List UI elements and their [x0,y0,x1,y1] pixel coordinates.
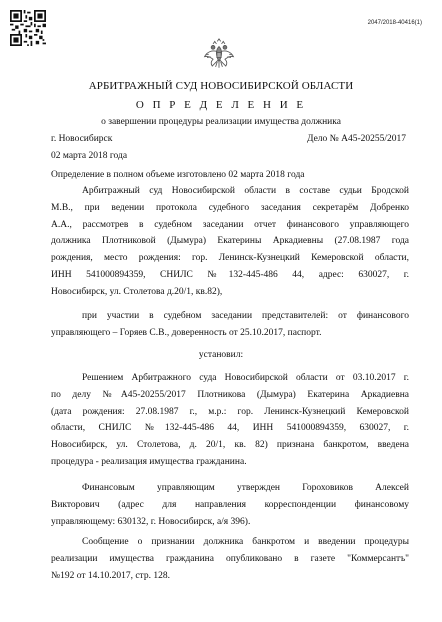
coat-of-arms-icon [202,38,236,72]
text-line: М.В., при ведении протокола судебного заседания секретарём Добренко [51,202,409,213]
text-line: Новосибирск, ул. Столетова д.20/1, кв.82), [51,286,223,297]
text-line: управляющего – Горяев С.В., доверенность от 25.10.2017, паспорт. [51,327,322,338]
text-line: Новосибирск, ул. Столетова, д. 20/1, кв. 82) признана банкротом, введена [51,440,409,451]
text-line: рождения, место рождения: гор. Ленинск-Кузнецкий Кемеровской области, [51,253,409,264]
text-line: должника Плотниковой (Дымура) Екатерины Аркадиевны (27.08.1987 года [51,236,409,247]
text-line: Арбитражный суд Новосибирской области в составе судьи Бродской [82,186,409,196]
document-type: О П Р Е Д Е Л Е Н И Е [135,99,307,111]
decision-date: 02 марта 2018 года [51,151,128,161]
text-line: Сообщение о признании должника банкротом и введении процедуры [82,537,409,547]
paragraph-participants [51,308,409,342]
document-subject: о завершении процедуры реализации имущества должника [101,117,341,127]
text-line: №192 от 14.10.2017, стр. 128. [51,570,170,581]
text-line: при участии в судебном заседании представителей: от финансового [82,311,409,321]
text-line: Финансовым управляющим утвержден Гороховиков Алексей [82,483,409,493]
qr-code-icon [10,10,46,46]
full-text-date-note: Определение в полном объеме изготовлено 02 марта 2018 года [51,170,305,180]
text-line: реализации имущества гражданина опубликовано в газете "Коммерсантъ" [51,553,409,564]
text-line: Решением Арбитражного суда Новосибирской области от 03.10.2017 г. [82,373,409,383]
established-heading: установил: [198,350,244,360]
court-title: АРБИТРАЖНЫЙ СУД НОВОСИБИРСКОЙ ОБЛАСТИ [88,80,354,92]
case-number: Дело № А45-20255/2017 [306,134,406,144]
document-number: 2047/2018-40416(1) [367,20,422,26]
paragraph-financial-manager [51,480,409,530]
text-line: процедура - реализация имущества гражданина. [51,456,247,467]
text-line: Викторович (адрес для направления корреспонденции финансовому [51,499,409,510]
text-line: ИНН 541000894359, СНИЛС №132-445-486 44, адрес: 630027, г. [51,269,409,280]
paragraph-bankruptcy-decision [51,370,409,471]
text-line: по делу №А45-20255/2017 Плотникова (Дымура) Екатерина Аркадиевна [51,389,409,400]
text-line: области, СНИЛС №132-445-486 44, ИНН 541000894359, 630027, г. [51,423,409,434]
paragraph-court-composition [51,183,409,301]
text-line: (дата рождения: 27.08.1987 г., м.р.: гор. Ленинск-Кузнецкий Кемеровской [51,406,409,417]
paragraph-publication [51,534,409,584]
city: г. Новосибирск [51,134,113,144]
text-line: управляющему: 630132, г. Новосибирск, а/я 396). [51,516,251,527]
text-line: А.А., рассмотрев в судебном заседании отчет финансового управляющего [51,219,409,230]
